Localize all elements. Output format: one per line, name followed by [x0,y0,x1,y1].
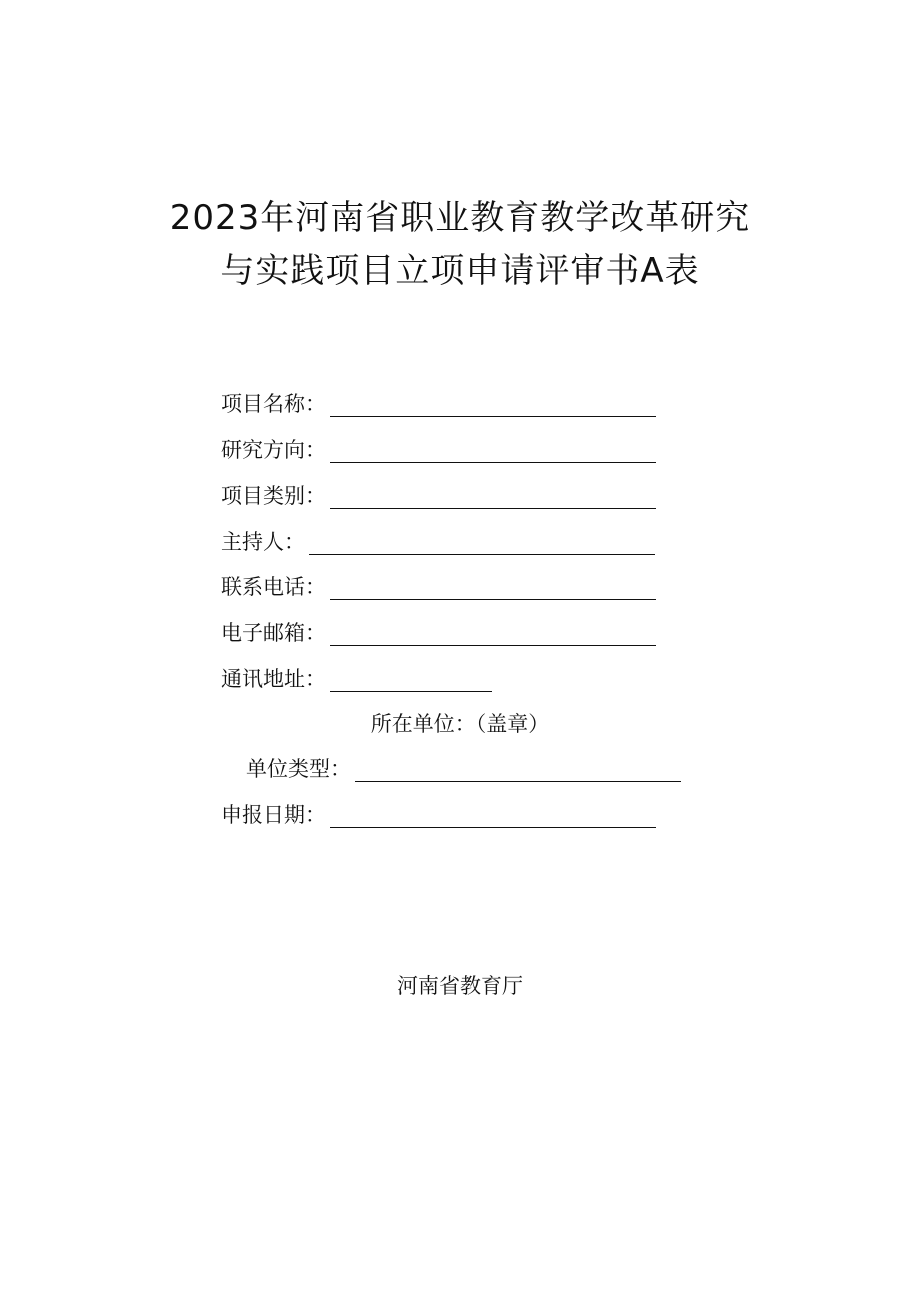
document-title-line-2: 与实践项目立项申请评审书A表 [220,251,700,291]
field-label-email: 电子邮箱： [221,621,326,645]
field-blank-address[interactable] [330,669,492,692]
field-address [221,666,492,692]
field-research-direction [221,437,656,463]
field-label-project-category: 项目类别： [221,484,326,508]
field-blank-phone[interactable] [330,577,656,600]
field-label-unit-type: 单位类型： [246,757,351,781]
field-label-address: 通讯地址： [221,667,326,691]
field-blank-email[interactable] [330,623,656,646]
field-email [221,620,656,646]
field-blank-research-direction[interactable] [330,440,656,463]
field-unit-type [246,756,681,782]
field-report-date [221,802,656,828]
field-blank-unit-type[interactable] [355,759,681,782]
field-label-phone: 联系电话： [221,575,326,599]
field-label-report-date: 申报日期： [221,803,326,827]
document-title-line-1: 2023年河南省职业教育教学改革研究 [169,198,751,238]
field-phone [221,574,656,600]
field-blank-report-date[interactable] [330,805,656,828]
issuer-name: 河南省教育厅 [397,974,523,998]
field-blank-project-category[interactable] [330,486,656,509]
unit-stamp-label: 所在单位：（盖章） [370,712,550,736]
field-blank-host[interactable] [309,532,655,555]
field-label-project-name: 项目名称： [221,392,326,416]
field-label-research-direction: 研究方向： [221,438,326,462]
field-blank-project-name[interactable] [330,394,656,417]
field-project-name [221,391,656,417]
field-label-host: 主持人： [221,530,305,554]
field-host [221,529,655,555]
field-project-category [221,483,656,509]
